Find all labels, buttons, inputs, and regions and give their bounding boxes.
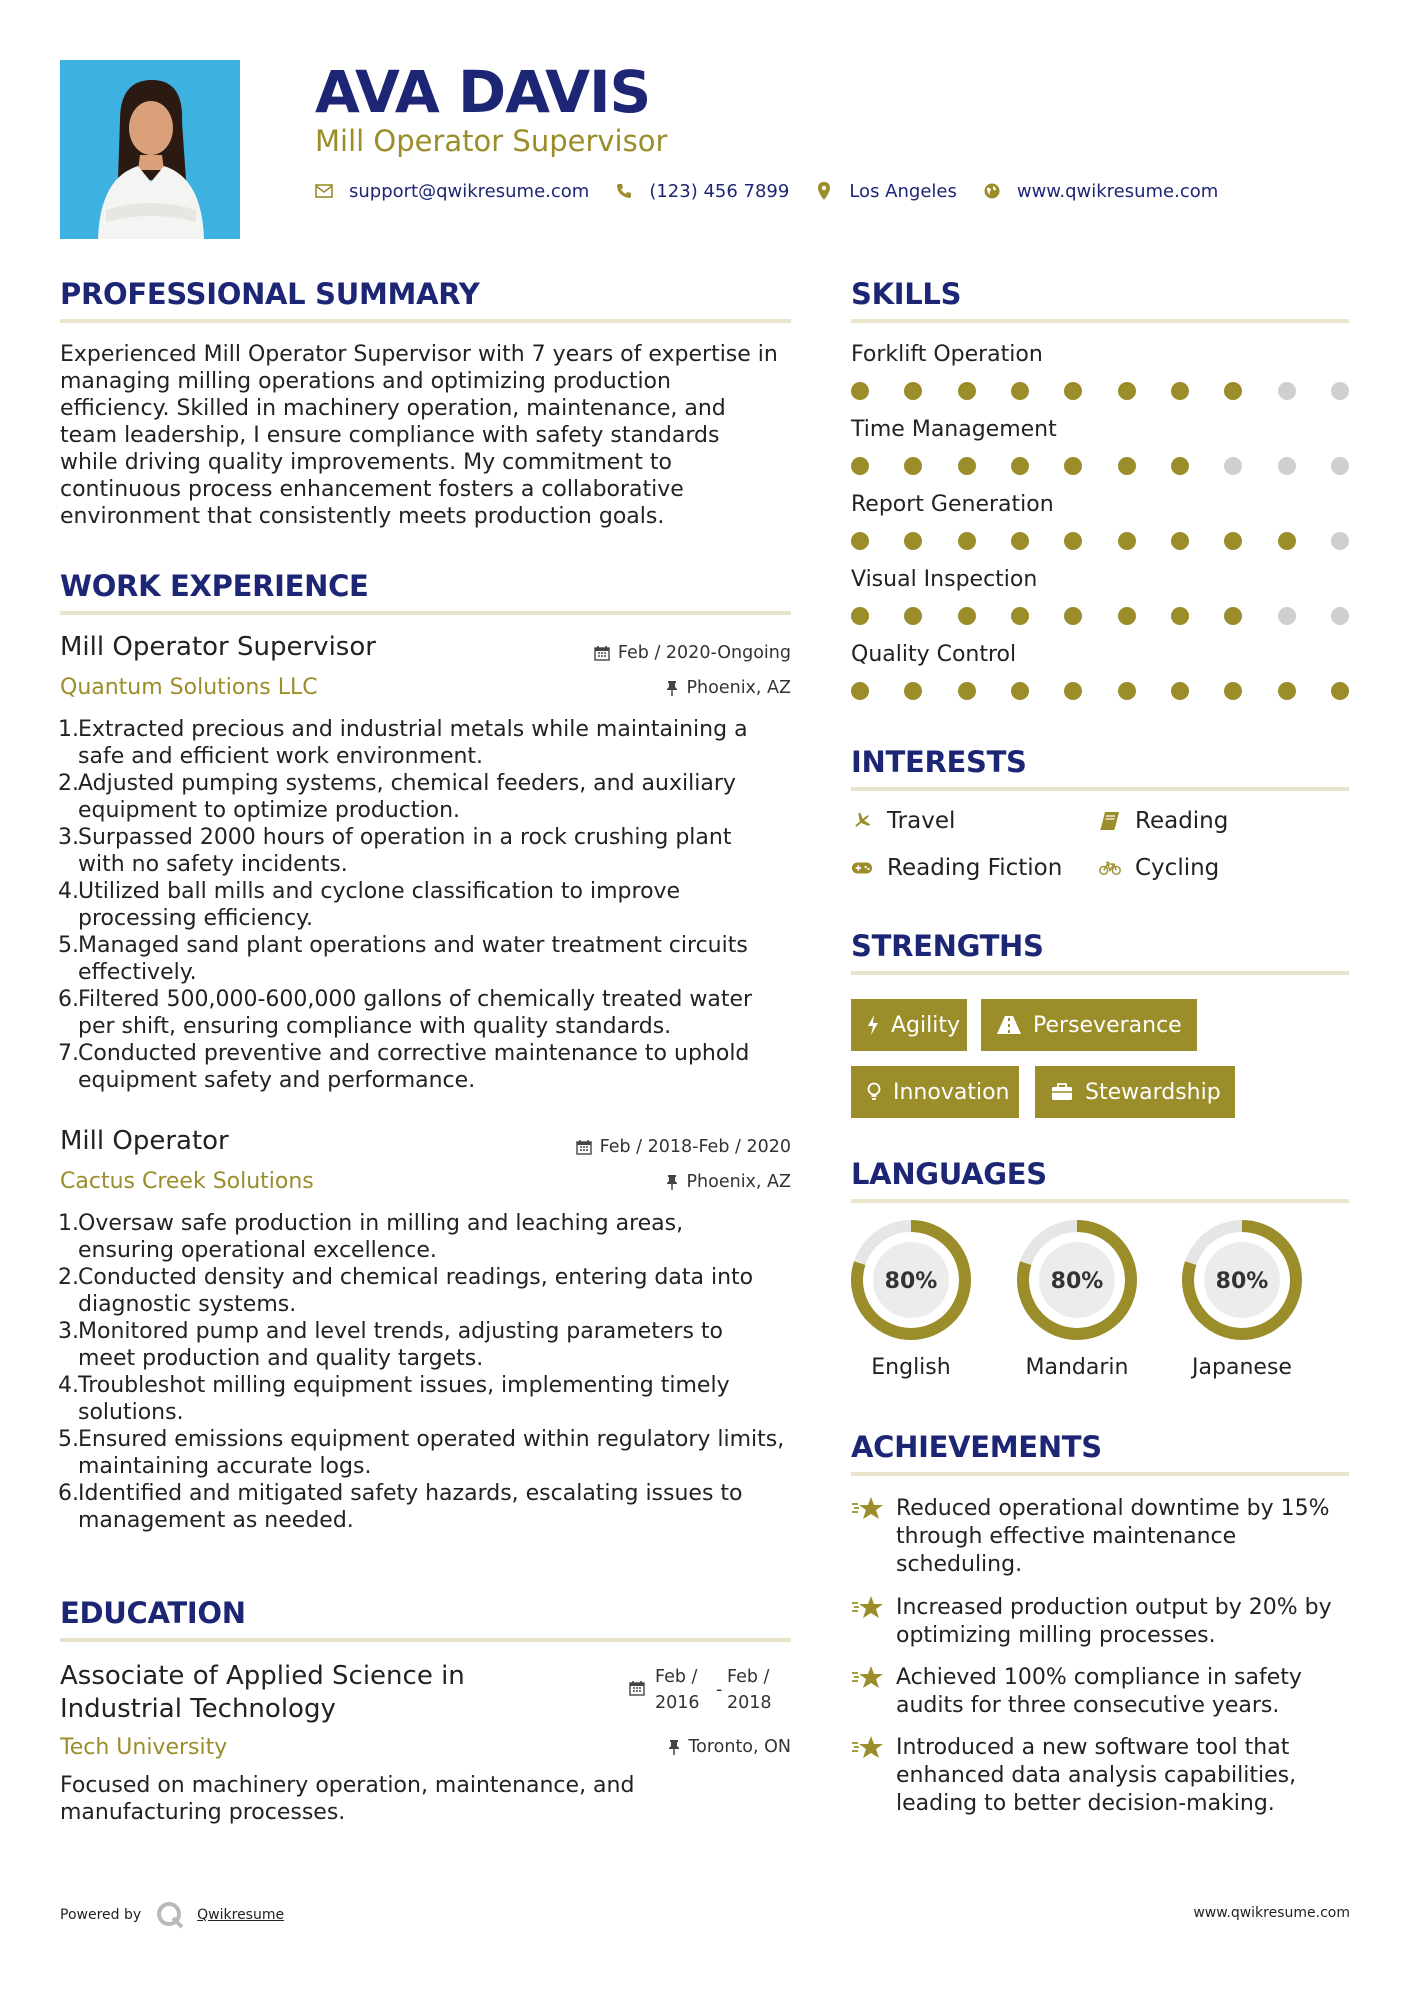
summary-line: continuous process enhancement fosters a collaborative (60, 477, 684, 502)
footer-powered-by (60, 1900, 284, 1930)
profile-photo (60, 60, 240, 239)
powered-by-text: Powered by (60, 1907, 142, 1923)
skill-dot-filled (1064, 532, 1082, 550)
job-dates-text: Feb / 2018-Feb / 2020 (599, 1137, 791, 1157)
list-number: 6. (58, 987, 79, 1012)
education-start (655, 1664, 700, 1716)
list-item (60, 1040, 805, 1094)
language-ring (1180, 1218, 1304, 1342)
date-year: 2018 (727, 1693, 772, 1713)
list-text: processing efficiency. (78, 906, 314, 931)
section-divider (60, 1638, 791, 1642)
summary-text (60, 341, 800, 530)
calendar-icon (576, 1139, 592, 1155)
skill-dot-filled (851, 532, 869, 550)
contact-phone[interactable]: (123) 456 7899 (649, 180, 790, 202)
skill-dot-empty (1278, 607, 1296, 625)
strength-label: Perseverance (1033, 1012, 1182, 1038)
skill-name: Report Generation (851, 492, 1054, 517)
list-text: Conducted preventive and corrective maintenance to uphold (78, 1041, 750, 1066)
skill-dot-filled (1224, 382, 1242, 400)
ring-percent: 80% (884, 1269, 938, 1294)
skill-dot-filled (958, 682, 976, 700)
education-location (668, 1737, 791, 1757)
section-divider (851, 319, 1349, 323)
skill-dot-filled (1011, 382, 1029, 400)
achievement-text (896, 1594, 1351, 1650)
list-number: 5. (58, 1427, 79, 1452)
job-location-text: Phoenix, AZ (686, 678, 791, 698)
skill-dot-filled (1171, 457, 1189, 475)
achievement-line: Achieved 100% compliance in safety (896, 1665, 1302, 1690)
skill-rating (851, 607, 1349, 625)
education-description (60, 1772, 800, 1826)
strengths-heading: STRENGTHS (851, 929, 1044, 963)
plane-icon (851, 810, 873, 832)
footer-brand-link[interactable]: Qwikresume (197, 1907, 285, 1923)
summary-line: environment that consistently meets production goals. (60, 504, 665, 529)
job-title: Mill Operator (60, 1126, 229, 1156)
skill-dot-filled (1064, 682, 1082, 700)
strength-badge (851, 999, 967, 1051)
skill-dot-empty (1331, 382, 1349, 400)
achievement-line: Increased production output by 20% by (896, 1595, 1332, 1620)
list-text: Extracted precious and industrial metals while maintaining a (78, 717, 748, 742)
calendar-icon (629, 1680, 645, 1696)
interest-item (851, 808, 955, 834)
job-company: Quantum Solutions LLC (60, 675, 318, 700)
list-number: 2. (58, 771, 79, 796)
skill-dot-filled (1118, 457, 1136, 475)
achievement-line: Introduced a new software tool that (896, 1735, 1290, 1760)
skill-dot-filled (1118, 532, 1136, 550)
list-text: Utilized ball mills and cyclone classification to improve (78, 879, 681, 904)
skill-dot-filled (904, 532, 922, 550)
skill-dot-filled (1011, 607, 1029, 625)
skills-heading: SKILLS (851, 277, 962, 311)
bicycle-icon (1099, 857, 1121, 879)
list-text: Oversaw safe production in milling and leaching areas, (78, 1211, 684, 1236)
achievement-item (851, 1734, 1351, 1824)
date-month: Feb / (727, 1667, 770, 1687)
list-text: solutions. (78, 1400, 184, 1425)
skill-name: Time Management (851, 417, 1057, 442)
achievement-line: enhanced data analysis capabilities, (896, 1763, 1297, 1788)
skill-dot-empty (1278, 457, 1296, 475)
skill-dot-filled (958, 532, 976, 550)
languages-heading: LANGUAGES (851, 1157, 1047, 1191)
skill-dot-filled (958, 382, 976, 400)
skill-dot-filled (1278, 532, 1296, 550)
degree-line: Associate of Applied Science in (60, 1661, 465, 1691)
briefcase-icon (1051, 1083, 1073, 1101)
achievement-text (896, 1734, 1351, 1818)
skill-dot-empty (1331, 532, 1349, 550)
map-marker-icon (815, 182, 833, 200)
book-icon (1099, 810, 1121, 832)
skill-dot-filled (904, 382, 922, 400)
list-number: 6. (58, 1481, 79, 1506)
list-number: 1. (58, 717, 79, 742)
achievement-line: scheduling. (896, 1552, 1023, 1577)
list-text: Ensured emissions equipment operated within regulatory limits, (78, 1427, 785, 1452)
list-number: 1. (58, 1211, 79, 1236)
footer-website[interactable]: www.qwikresume.com (1193, 1905, 1350, 1921)
job-location-text: Phoenix, AZ (686, 1172, 791, 1192)
list-text: safe and efficient work environment. (78, 744, 484, 769)
summary-line: efficiency. Skilled in machinery operation, maintenance, and (60, 396, 726, 421)
list-text: Conducted density and chemical readings, entering data into (78, 1265, 754, 1290)
list-text: equipment safety and performance. (78, 1068, 476, 1093)
list-text: diagnostic systems. (78, 1292, 297, 1317)
list-text: Surpassed 2000 hours of operation in a rock crushing plant (78, 825, 732, 850)
interest-item (851, 855, 1062, 881)
list-number: 2. (58, 1265, 79, 1290)
star-icon (851, 1734, 885, 1766)
skill-rating (851, 682, 1349, 700)
skill-rating (851, 532, 1349, 550)
pushpin-icon (666, 680, 678, 696)
skill-dot-empty (1224, 457, 1242, 475)
section-divider (60, 611, 791, 615)
skill-name: Quality Control (851, 642, 1017, 667)
section-divider (851, 971, 1349, 975)
list-text: Filtered 500,000-600,000 gallons of chemically treated water (78, 987, 753, 1012)
pushpin-icon (666, 1174, 678, 1190)
skill-rating (851, 457, 1349, 475)
education-desc-line: Focused on machinery operation, maintenance, and (60, 1773, 635, 1798)
skill-dot-filled (958, 607, 976, 625)
skill-dot-filled (1011, 532, 1029, 550)
skill-name: Forklift Operation (851, 342, 1043, 367)
education-location-text: Toronto, ON (688, 1737, 791, 1757)
list-text: Monitored pump and level trends, adjusting parameters to (78, 1319, 723, 1344)
ring-percent: 80% (1050, 1269, 1104, 1294)
skill-rating (851, 382, 1349, 400)
language-name: Japanese (1192, 1355, 1292, 1380)
skill-dot-filled (1171, 682, 1189, 700)
achievement-line: through effective maintenance (896, 1524, 1237, 1549)
calendar-icon (594, 645, 610, 661)
list-item (60, 770, 805, 824)
list-item (60, 1318, 805, 1372)
job-location (666, 678, 791, 698)
skill-name: Visual Inspection (851, 567, 1038, 592)
list-number: 4. (58, 1373, 79, 1398)
strength-badge (1035, 1066, 1235, 1118)
list-text: Identified and mitigated safety hazards, escalating issues to (78, 1481, 743, 1506)
qwikresume-logo-icon (155, 1900, 185, 1930)
achievement-text (896, 1664, 1351, 1720)
contact-email[interactable]: support@qwikresume.com (349, 180, 590, 202)
achievement-item (851, 1664, 1351, 1724)
list-number: 3. (58, 1319, 79, 1344)
interest-label: Reading (1135, 808, 1229, 834)
summary-line: while driving quality improvements. My commitment to (60, 450, 672, 475)
language-name: Mandarin (1025, 1355, 1129, 1380)
job-dates (576, 1137, 791, 1157)
skill-dot-filled (904, 607, 922, 625)
interest-item (1099, 808, 1228, 834)
language-ring (849, 1218, 973, 1342)
phone-icon (615, 182, 633, 200)
job-bullets (60, 1210, 805, 1534)
envelope-icon (315, 182, 333, 200)
list-text: equipment to optimize production. (78, 798, 461, 823)
interests-heading: INTERESTS (851, 745, 1027, 779)
skill-dot-filled (1011, 457, 1029, 475)
contact-website[interactable]: www.qwikresume.com (1016, 180, 1219, 202)
skill-dot-filled (1278, 682, 1296, 700)
section-divider (851, 787, 1349, 791)
date-month: Feb / (655, 1667, 698, 1687)
skill-dot-filled (1064, 457, 1082, 475)
list-number: 7. (58, 1041, 79, 1066)
list-item (60, 824, 805, 878)
candidate-name: AVA DAVIS (315, 58, 651, 126)
job-company: Cactus Creek Solutions (60, 1169, 314, 1194)
candidate-title: Mill Operator Supervisor (315, 124, 668, 158)
list-text: per shift, ensuring compliance with quality standards. (78, 1014, 672, 1039)
list-item (60, 1426, 805, 1480)
gamepad-icon (851, 857, 873, 879)
list-text: management as needed. (78, 1508, 354, 1533)
list-item (60, 986, 805, 1040)
strength-badge (851, 1066, 1019, 1118)
interest-item (1099, 855, 1219, 881)
achievements-heading: ACHIEVEMENTS (851, 1430, 1102, 1464)
contact-location: Los Angeles (849, 180, 957, 202)
skill-dot-filled (1011, 682, 1029, 700)
list-text: meet production and quality targets. (78, 1346, 484, 1371)
list-item (60, 1264, 805, 1318)
list-number: 5. (58, 933, 79, 958)
skill-dot-filled (851, 382, 869, 400)
education-end (727, 1664, 772, 1716)
job-bullets (60, 716, 805, 1094)
education-heading: EDUCATION (60, 1596, 246, 1630)
skill-dot-filled (1171, 532, 1189, 550)
section-divider (60, 319, 791, 323)
list-text: Managed sand plant operations and water treatment circuits (78, 933, 748, 958)
skill-dot-filled (1171, 382, 1189, 400)
job-dates-text: Feb / 2020-Ongoing (617, 643, 791, 663)
list-number: 4. (58, 879, 79, 904)
skill-dot-filled (1224, 607, 1242, 625)
skill-dot-filled (1064, 607, 1082, 625)
skill-dot-filled (1171, 607, 1189, 625)
section-divider (851, 1472, 1349, 1476)
skill-dot-filled (1224, 682, 1242, 700)
list-text: maintaining accurate logs. (78, 1454, 372, 1479)
interest-label: Cycling (1135, 855, 1220, 881)
skill-dot-filled (1064, 382, 1082, 400)
list-item (60, 878, 805, 932)
skill-dot-empty (1331, 457, 1349, 475)
achievement-item (851, 1495, 1351, 1585)
summary-line: Experienced Mill Operator Supervisor with 7 years of expertise in (60, 342, 778, 367)
summary-heading: PROFESSIONAL SUMMARY (60, 277, 480, 311)
skill-dot-filled (1118, 382, 1136, 400)
list-text: with no safety incidents. (78, 852, 348, 877)
list-text: Troubleshot milling equipment issues, implementing timely (78, 1373, 730, 1398)
road-icon (997, 1016, 1021, 1034)
degree-line: Industrial Technology (60, 1694, 336, 1724)
ring-percent: 80% (1215, 1269, 1269, 1294)
list-item (60, 1210, 805, 1264)
lightbulb-icon (867, 1082, 881, 1102)
summary-line: managing milling operations and optimizing production (60, 369, 671, 394)
achievement-line: optimizing milling processes. (896, 1623, 1216, 1648)
job-title: Mill Operator Supervisor (60, 632, 376, 662)
skill-dot-filled (1118, 682, 1136, 700)
list-text: effectively. (78, 960, 197, 985)
skill-dot-filled (904, 457, 922, 475)
skill-dot-filled (1118, 607, 1136, 625)
list-text: Adjusted pumping systems, chemical feeders, and auxiliary (78, 771, 736, 796)
skill-dot-filled (1224, 532, 1242, 550)
job-dates (594, 643, 791, 663)
date-year: 2016 (655, 1693, 700, 1713)
achievement-line: audits for three consecutive years. (896, 1693, 1280, 1718)
interest-label: Travel (887, 808, 956, 834)
star-icon (851, 1594, 885, 1626)
list-item (60, 932, 805, 986)
education-desc-line: manufacturing processes. (60, 1800, 346, 1825)
strength-badge (981, 999, 1197, 1051)
language-name: English (871, 1355, 951, 1380)
achievement-line: Reduced operational downtime by 15% (896, 1496, 1330, 1521)
degree (60, 1660, 465, 1726)
education-dates (629, 1664, 791, 1714)
globe-icon (983, 182, 1001, 200)
school-name: Tech University (60, 1735, 228, 1760)
skill-dot-filled (851, 457, 869, 475)
strength-label: Innovation (893, 1079, 1010, 1105)
bolt-icon (867, 1015, 879, 1035)
star-icon (851, 1495, 885, 1527)
achievement-line: leading to better decision-making. (896, 1791, 1275, 1816)
achievement-item (851, 1594, 1351, 1654)
strength-label: Stewardship (1085, 1079, 1221, 1105)
section-divider (851, 1199, 1349, 1203)
job-location (666, 1172, 791, 1192)
interest-label: Reading Fiction (887, 855, 1063, 881)
skill-dot-empty (1278, 382, 1296, 400)
pushpin-icon (668, 1739, 680, 1755)
list-item (60, 716, 805, 770)
star-icon (851, 1664, 885, 1696)
date-separator: - (716, 1680, 723, 1700)
achievement-text (896, 1495, 1351, 1579)
list-item (60, 1480, 805, 1534)
summary-line: team leadership, I ensure compliance with safety standards (60, 423, 720, 448)
skill-dot-filled (1331, 682, 1349, 700)
language-ring (1015, 1218, 1139, 1342)
list-text: ensuring operational excellence. (78, 1238, 437, 1263)
skill-dot-empty (1331, 607, 1349, 625)
skill-dot-filled (904, 682, 922, 700)
contact-bar (315, 178, 1244, 204)
skill-dot-filled (851, 682, 869, 700)
list-item (60, 1372, 805, 1426)
experience-heading: WORK EXPERIENCE (60, 569, 369, 603)
skill-dot-filled (958, 457, 976, 475)
skill-dot-filled (851, 607, 869, 625)
strength-label: Agility (891, 1012, 960, 1038)
list-number: 3. (58, 825, 79, 850)
